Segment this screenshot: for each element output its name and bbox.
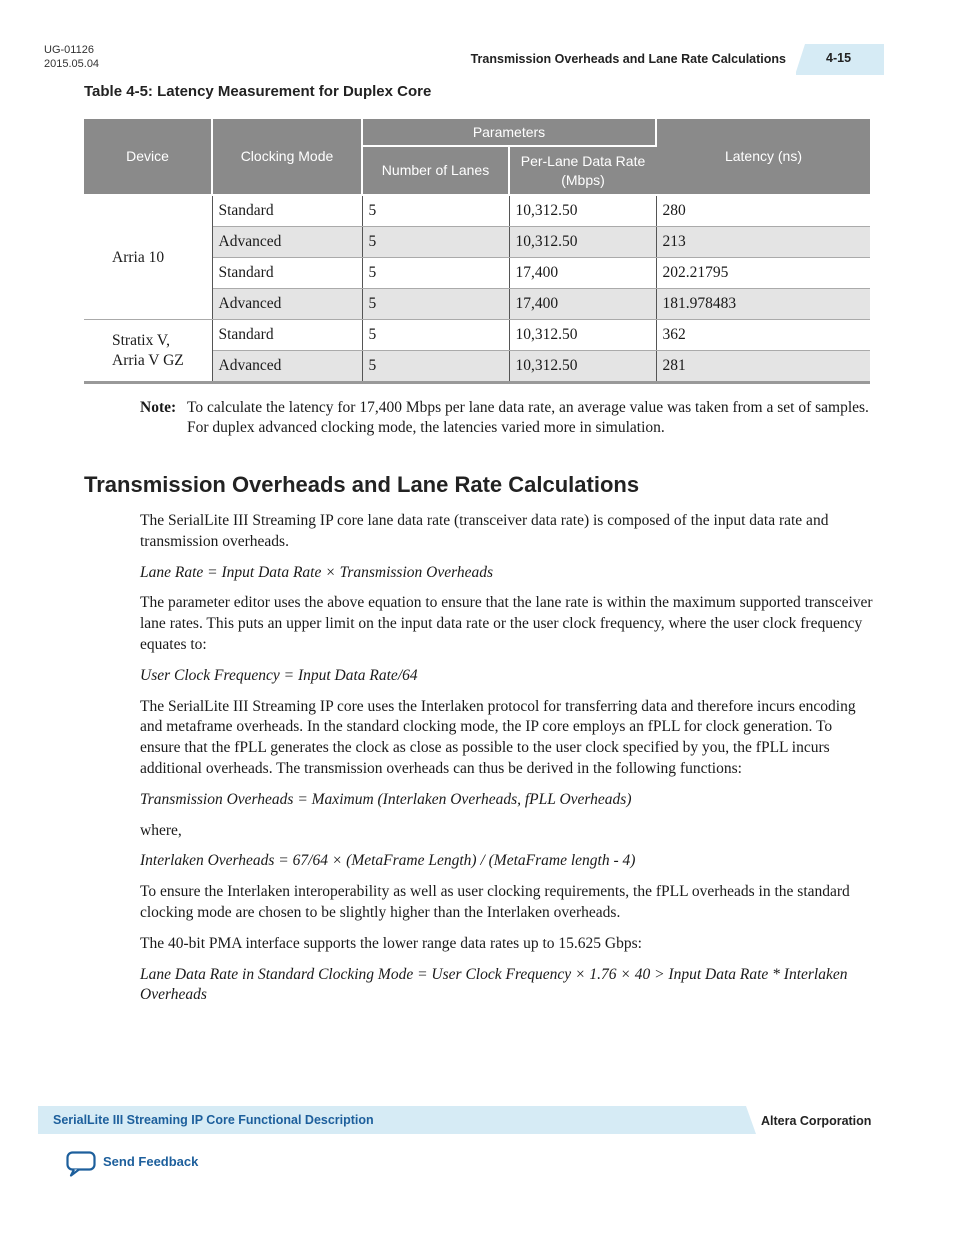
paragraph-where: where, [140, 821, 182, 839]
mode-cell: Standard [212, 320, 362, 351]
doc-id: UG-01126 [44, 44, 94, 56]
latency-cell: 202.21795 [656, 258, 870, 289]
section-heading: Transmission Overheads and Lane Rate Calculations [84, 472, 640, 497]
lanes-cell: 5 [362, 320, 509, 351]
rate-cell: 10,312.50 [509, 320, 656, 351]
lanes-cell: 5 [362, 289, 509, 320]
latency-cell: 280 [656, 195, 870, 227]
equation-lane-data-rate: Lane Data Rate in Standard Clocking Mode = User Clock Frequency × 1.76 × 40 > Input Data Rate * Interlaken Overheads [140, 965, 848, 1004]
equation-lane-rate: Lane Rate = Input Data Rate × Transmission Overheads [140, 563, 494, 581]
running-header-title: Transmission Overheads and Lane Rate Calculations [470, 52, 786, 66]
paragraph: The 40-bit PMA interface supports the lower range data rates up to 15.625 Gbps: [140, 934, 642, 952]
lanes-cell: 5 [362, 351, 509, 383]
rate-cell: 17,400 [509, 289, 656, 320]
col-header-parameters: Parameters [362, 119, 656, 146]
table-caption: Table 4-5: Latency Measurement for Duplex Core [84, 83, 432, 100]
feedback-bubble-icon [66, 1151, 96, 1177]
doc-date: 2015.05.04 [44, 58, 100, 70]
lanes-cell: 5 [362, 195, 509, 227]
mode-cell: Advanced [212, 351, 362, 383]
mode-cell: Standard [212, 195, 362, 227]
lanes-cell: 5 [362, 227, 509, 258]
latency-cell: 213 [656, 227, 870, 258]
footer-company: Altera Corporation [761, 1114, 872, 1128]
page-number: 4-15 [796, 44, 884, 75]
equation-transmission-overheads: Transmission Overheads = Maximum (Interlaken Overheads, fPLL Overheads) [140, 790, 632, 808]
equation-user-clock: User Clock Frequency = Input Data Rate/64 [140, 666, 418, 684]
device-cell: Arria 10 [84, 195, 212, 320]
rate-cell: 10,312.50 [509, 351, 656, 383]
mode-cell: Standard [212, 258, 362, 289]
send-feedback-link[interactable] [66, 1151, 246, 1179]
col-header-num-lanes: Number of Lanes [362, 146, 509, 195]
col-header-clocking-mode: Clocking Mode [212, 119, 362, 195]
note-text: To calculate the latency for 17,400 Mbps per lane data rate, an average value was taken from a set of samples. For duplex advanced clocking mode, the latencies varied more in simulation. [187, 399, 869, 436]
paragraph: The SerialLite III Streaming IP core uses the Interlaken protocol for transferring data and therefore incurs encoding and metaframe overheads. In the standard clocking mode, the IP core employs an fPLL for clock generation. To ensure that the fPLL generates the clock as close as possible to the user clock specified by you, the fPLL incurs additional overheads. The transmission overheads can thus be derived in the following functions: [140, 697, 856, 777]
rate-cell: 10,312.50 [509, 195, 656, 227]
note-label: Note: [140, 399, 177, 416]
footer-chapter-link[interactable]: SerialLite III Streaming IP Core Functional Description [53, 1113, 374, 1127]
mode-cell: Advanced [212, 289, 362, 320]
paragraph: To ensure the Interlaken interoperability as well as user clocking requirements, the fPLL overheads in the standard clocking mode are chosen to be slightly higher than the Interlaken overheads. [140, 883, 850, 921]
paragraph: The parameter editor uses the above equation to ensure that the lane rate is within the maximum supported transceiver lane rates. This puts an upper limit on the input data rate or the user clock frequency, where the user clock frequency equates to: [140, 594, 873, 653]
lanes-cell: 5 [362, 258, 509, 289]
col-header-latency: Latency (ns) [656, 119, 870, 195]
device-cell: Stratix V, Arria V GZ [84, 320, 212, 383]
latency-table [84, 119, 870, 384]
col-header-device: Device [84, 119, 212, 195]
mode-cell: Advanced [212, 227, 362, 258]
rate-cell: 17,400 [509, 258, 656, 289]
paragraph: The SerialLite III Streaming IP core lane data rate (transceiver data rate) is composed of the input data rate and transmission overheads. [140, 512, 829, 550]
table-row [84, 320, 870, 351]
latency-cell: 362 [656, 320, 870, 351]
col-header-per-lane-rate: Per-Lane Data Rate (Mbps) [509, 146, 656, 195]
doc-meta [44, 43, 99, 71]
equation-interlaken-overheads: Interlaken Overheads = 67/64 × (MetaFrame Length) / (MetaFrame length - 4) [140, 852, 636, 870]
send-feedback-label: Send Feedback [103, 1154, 199, 1169]
rate-cell: 10,312.50 [509, 227, 656, 258]
table-row [84, 195, 870, 227]
table-note [140, 398, 872, 437]
section-body [140, 511, 875, 1016]
latency-cell: 281 [656, 351, 870, 383]
latency-cell: 181.978483 [656, 289, 870, 320]
